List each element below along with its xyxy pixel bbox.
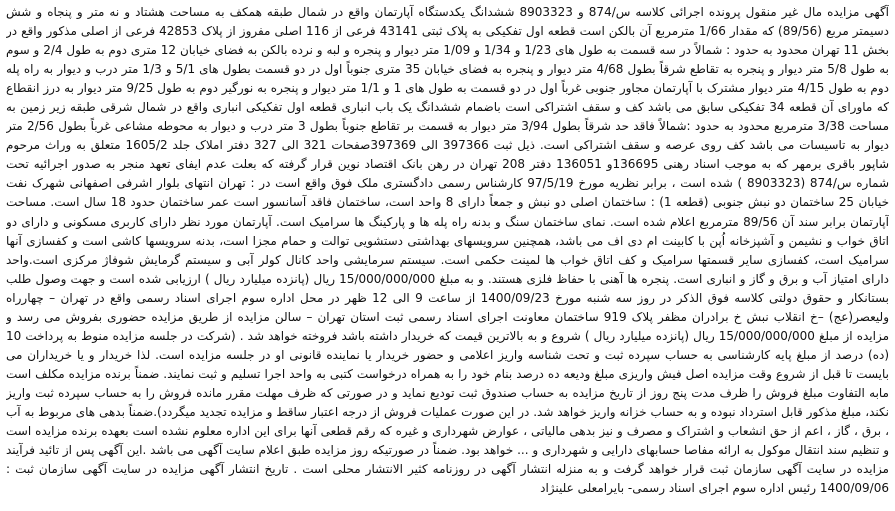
auction-notice — [6, 3, 889, 508]
auction-notice-text: آگهی مزایده مال غیر منقول پرونده اجرائی کلاسه س/874 و 8903323 ششدانگ یکدستگاه آپارتمان واقع در شمال طبقه همکف به مساحت هشتاد و نه متر و پنجاه و شش دسیمتر مربع (89/56) که مقدار 1/66 مترمربع آن بالکن است قطعه اول تفکیکی به پلاک ثبتی 43141 فرعی از 116 اصلی مفروز از پلاک 42853 فرعی از اصلی مذکور واقع در بخش 11 تهران محدود به حدود : شمالاً در سه قسمت به طول های 1/23 و 1/34 و 1/09 متر دیوار و پنجره و لبه و نرده بالکن به فضای خیابان 12 متری دوم به طول 2/4 و سوم به طول 5/8 متر دیوار و پنجره به تقاطع شرقاً بطول 4/68 متر دیوار و پنجره به فضای خیابان 35 متری جنوباً اول در دو قسمت بطول های 5/1 و 1/3 متر درب و دیوار به راه پله دوم به طول 4/15 متر دیوار مشترک با آپارتمان مجاور جنوبی غرباً اول در دو قسمت به طول های 1 و 1/1 متر دیوار و پنجره به نورگیر دوم به طول 9/25 متر دیوار به درز انقطاع که ماورای آن قطعه 34 تفکیکی سابق می باشد کف و سقف اشتراکی است باضمام ششدانگ یک باب انباری قطعه اول تفکیکی انباری واقع در شمال شرقی طبقه زیر زمین به مساحت 3/38 مترمربع محدود به حدود :شمالاً فاقد حد شرقاً بطول 3/94 متر دیوار به قسمت بر تقاطع جنوباً بطول 3 متر درب و دیوار به محوطه مشاعی غرباً بطول 2/56 متر دیوار به تاسیسات می باشد کف روی عرصه و سقف اشتراکی است. ذیل ثبت 397366 الی 397369صفحات 321 الی 327 دفتر املاک جلد 1605/2 متعلق به وراث مرحوم شاپور باقری برمهر که به موجب اسناد رهنی 136695و 136051 دفتر 208 تهران در رهن بانک اقتصاد نوین قرار گرفته که بعلت عدم ایفای تعهد منجر به صدور اجرائیه تحت شماره س/874 (8903323 ) شده است ، برابر نظریه مورخ 97/5/19 کارشناس رسمی دادگستری ملک فوق واقع است در : تهران انتهای بلوار اشرفی اصفهانی شهرک نفت خیابان 25 ساختمان دو نبش جنوبی (قطعه 1) : ساختمان اصلی دو نبش و جمعاً دارای 8 واحد است، ساختمان فاقد آسانسور است عمر ساختمان حدود 18 سال است. مساحت آپارتمان برابر سند آن 89/56 مترمربع اعلام شده است. نمای ساختمان سنگ و بدنه راه پله ها و پارکینگ ها سرامیک است. آپارتمان مورد نظر دارای کاربری مسکونی و دارای دو اتاق خواب و نشیمن و آشپزخانه اُپن با کابینت ام دی اف می باشد، همچنین سرویسهای بهداشتی دستشویی توالت و حمام مجزا است، بدنه سرویسها کاشی است و کفسازی آنها سرامیک است، کفسازی سایر قسمتها سرامیک و کف اتاق خواب ها لمینت حکمی است. سیستم سرمایشی واحد کانال کولر آبی و سیستم گرمایش شوفاژ مرکزی است.واحد دارای امتیاز آب و برق و گاز و انباری است. پنجره ها آهنی با حفاظ فلزی هستند. و به مبلغ 15/000/000/000 ریال (پانزده میلیارد ریال ) ارزیابی شده است و جهت وصول طلب بستانکار و حقوق دولتی کلاسه فوق الذکر در روز سه شنبه مورخ 1400/09/23 از ساعت 9 الی 12 ظهر در محل اداره سوم اجرای اسناد رسمی واقع در تهران – چهارراه ولیعصر(عج) –خ انقلاب نبش خ برادران مظفر پلاک 919 ساختمان معاونت اجرای اسناد رسمی ثبت استان تهران – سالن مزایده از طریق مزایده حضوری بفروش می رسد و مزایده از مبلغ 15/000/000/000 ریال (پانزده میلیارد ریال ) شروع و به بالاترین قیمت که خریدار داشته باشد فروخته خواهد شد . (شرکت در جلسه مزایده منوط به پرداخت 10 (ده) درصد از مبلغ پایه کارشناسی به حساب سپرده ثبت و تحت شناسه واریز اعلامی و حضور خریدار یا نماینده قانونی او در جلسه مزایده است. لذا خریدار و یا خریداران می بایست تا قبل از شروع وقت مزایده اصل فیش واریزی مبلغ ودیعه ده درصد بنام خود را به همراه درخواست کتبی به واحد اجرا تسلیم و ثبت نمایند. ضمناً برنده مزایده مکلف است مابه التفاوت مبلغ فروش را ظرف مدت پنج روز از تاریخ مزایده به حساب صندوق ثبت تودیع نماید و در صورتی که ظرف مهلت مقرر مانده فروش را به حساب سپرده ثبت واریز نکند، مبلغ مذکور قابل استرداد نبوده و به حساب خزانه واریز خواهد شد. در این صورت عملیات فروش از درجه اعتبار ساقط و مزایده تجدید میگردد).ضمناً بدهی های مربوط به آب ، برق ، گاز ، اعم از حق انشعاب و اشتراک و مصرف و نیز بدهی مالیاتی ، عوارض شهرداری و غیره که رقم قطعی آنها برای این اداره معلوم نشده است بعهده برنده مزایده است و تنظیم سند انتقال موکول به ارائه مفاصا حسابهای دارایی و شهرداری و ... خواهد بود. ضمناً در صورتیکه روز مزایده طبق اعلام سایت آگهی می باشد .این آگهی پس از تائید فرآیند مزایده در سایت آگهی سازمان ثبت قرار خواهد گرفت و به منزله انتشار آگهی در روزنامه کثیر الانتشار محلی است . تاریخ انتشار آگهی مزایده در سایت آگهی سازمان ثبت : 1400/09/06 رئیس اداره سوم اجرای اسناد رسمی- بایرامعلی علینژاد — [6, 5, 889, 496]
